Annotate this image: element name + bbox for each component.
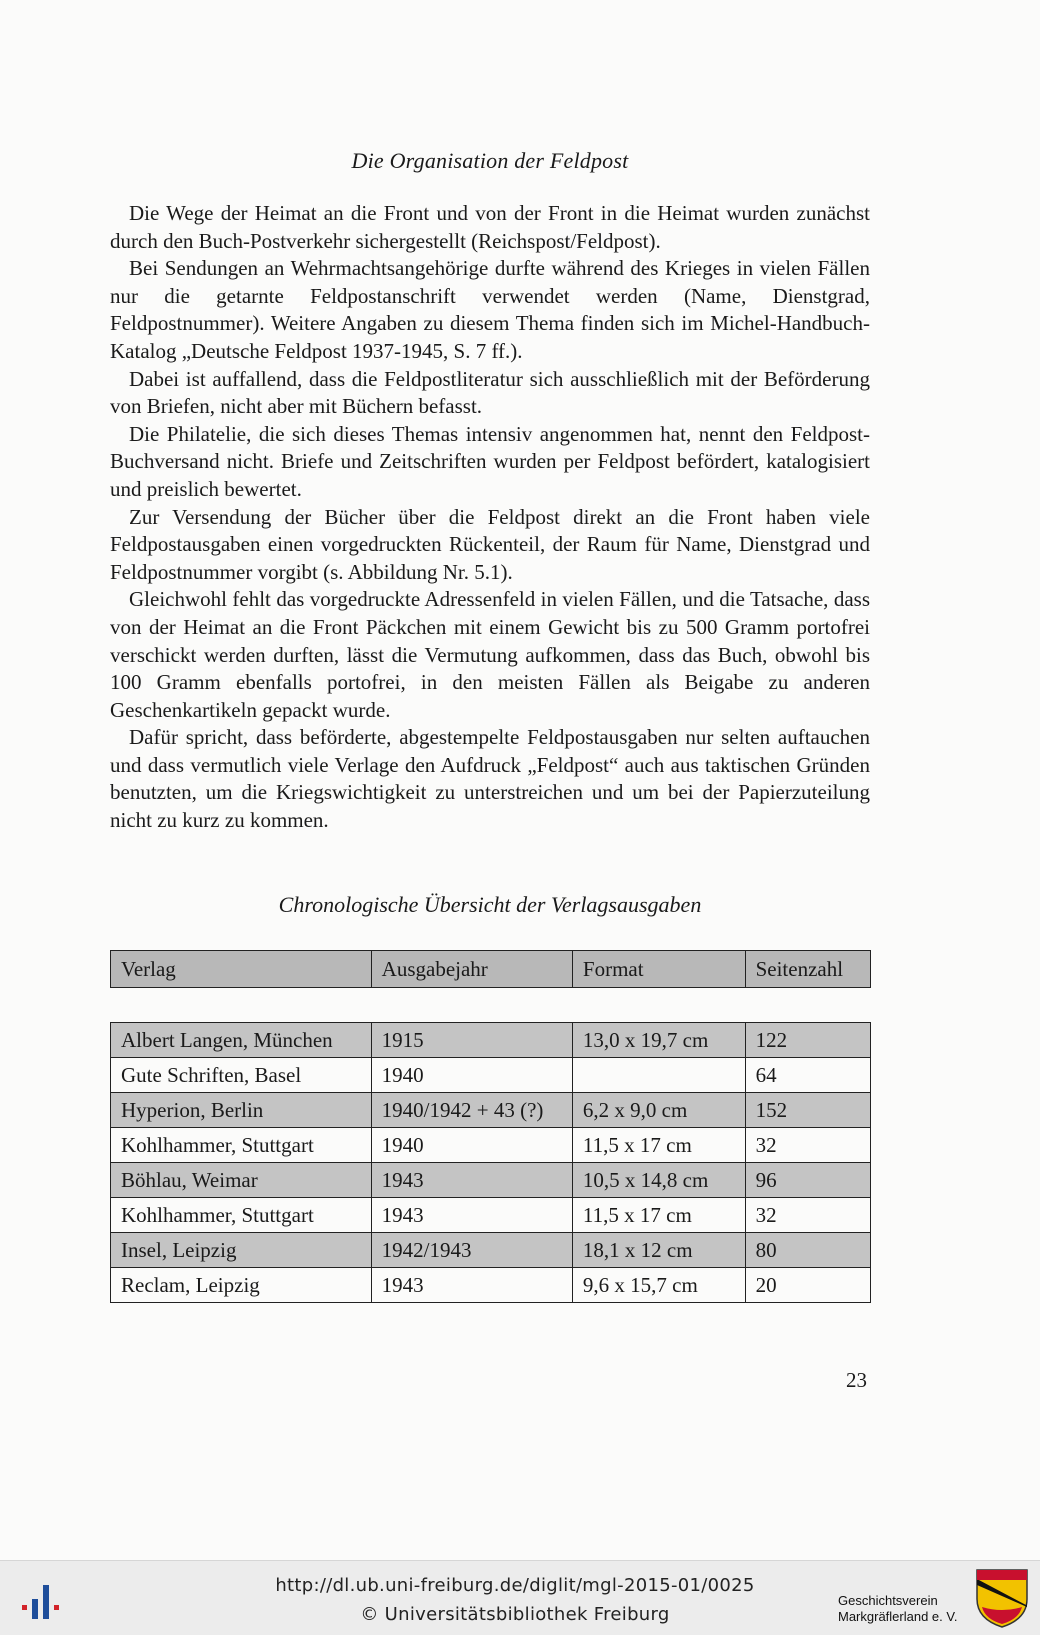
cell-format: 13,0 x 19,7 cm [572,1023,745,1058]
paragraph: Zur Versendung der Bücher über die Feldpost direkt an die Front haben viele Feldpostausgaben einen vorgedruckten Rückenteil, der Raum für Name, Dienstgrad und Feldpostnummer vorgibt (s. Abbildung Nr. 5.1). [110,504,870,584]
cell-format: 10,5 x 14,8 cm [572,1163,745,1198]
table-row [111,1093,871,1128]
table-row [111,1198,871,1233]
society-line1: Geschichtsverein [838,1593,938,1608]
table-title: Chronologische Übersicht der Verlagsausgaben [278,892,702,917]
cell-ausgabejahr: 1940 [371,1128,572,1163]
table-header-row [111,951,871,988]
cell-seitenzahl: 32 [745,1128,870,1163]
cell-seitenzahl: 20 [745,1268,870,1303]
coat-of-arms-icon [974,1567,1030,1629]
cell-ausgabejahr: 1915 [371,1023,572,1058]
table-row [111,1058,871,1093]
cell-verlag: Albert Langen, München [111,1023,372,1058]
paragraph: Gleichwohl fehlt das vorgedruckte Adressenfeld in vielen Fällen, und die Tatsache, dass von der Heimat an die Front Päckchen mit einem Gewicht bis zu 500 Gramm portofrei verschickt werden durften, lässt die Vermutung aufkommen, dass das Buch, obwohl bis 100 Gramm ebenfalls portofrei, in den meisten Fällen als Beigabe zu anderen Geschenkartikeln gepackt wurde. [110,587,870,722]
cell-seitenzahl: 32 [745,1198,870,1233]
page-number: 23 [846,1368,867,1392]
cell-ausgabejahr: 1940 [371,1058,572,1093]
footer-bar [0,1560,1040,1635]
cell-ausgabejahr: 1943 [371,1198,572,1233]
society-line2: Markgräflerland e. V. [838,1609,958,1624]
cell-verlag: Insel, Leipzig [111,1233,372,1268]
cell-seitenzahl: 96 [745,1163,870,1198]
header-ausgabejahr: Ausgabejahr [371,951,572,988]
cell-ausgabejahr: 1943 [371,1268,572,1303]
cell-verlag: Kohlhammer, Stuttgart [111,1198,372,1233]
cell-verlag: Kohlhammer, Stuttgart [111,1128,372,1163]
cell-format: 11,5 x 17 cm [572,1128,745,1163]
table-row [111,1163,871,1198]
cell-verlag: Hyperion, Berlin [111,1093,372,1128]
cell-format: 9,6 x 15,7 cm [572,1268,745,1303]
header-format: Format [572,951,745,988]
copyright-text: © Universitätsbibliothek Freiburg [360,1604,670,1625]
cell-ausgabejahr: 1943 [371,1163,572,1198]
cell-format [572,1058,745,1093]
cell-seitenzahl: 122 [745,1023,870,1058]
cell-seitenzahl: 152 [745,1093,870,1128]
permalink-url[interactable]: http://dl.ub.uni-freiburg.de/diglit/mgl-2015-01/0025 [275,1575,755,1596]
cell-verlag: Gute Schriften, Basel [111,1058,372,1093]
cell-seitenzahl: 64 [745,1058,870,1093]
cell-seitenzahl: 80 [745,1233,870,1268]
cell-verlag: Reclam, Leipzig [111,1268,372,1303]
cell-verlag: Böhlau, Weimar [111,1163,372,1198]
paragraph: Die Wege der Heimat an die Front und von der Front in die Heimat wurden zunächst durch den Buch-Postverkehr sichergestellt (Reichspost/Feldpost). [110,201,870,253]
table-row [111,1023,871,1058]
cell-format: 18,1 x 12 cm [572,1233,745,1268]
cell-format: 11,5 x 17 cm [572,1198,745,1233]
cell-ausgabejahr: 1940/1942 + 43 (?) [371,1093,572,1128]
table-row [111,1128,871,1163]
paragraph: Die Philatelie, die sich dieses Themas intensiv angenommen hat, nennt den Feldpost-Buchversand nicht. Briefe und Zeitschriften wurden per Feldpost befördert, katalogisiert und preislich bewertet. [110,421,870,501]
paragraph: Dabei ist auffallend, dass die Feldpostliteratur sich ausschließlich mit der Beförderung von Briefen, nicht aber mit Büchern befasst. [110,366,870,419]
header-verlag: Verlag [111,951,372,988]
table-row [111,1233,871,1268]
publisher-table [110,950,871,1303]
running-head: Die Organisation der Feldpost [351,148,629,173]
cell-format: 6,2 x 9,0 cm [572,1093,745,1128]
table-body [111,988,871,1303]
cell-ausgabejahr: 1942/1943 [371,1233,572,1268]
society-name [838,1593,957,1625]
paragraph: Bei Sendungen an Wehrmachtsangehörige durfte während des Krieges in vielen Fällen nur die getarnte Feldpostanschrift verwendet werden (Name, Dienstgrad, Feldpostnummer). Weitere Angaben zu diesem Thema finden sich im Michel-Handbuch-Katalog „Deutsche Feldpost 1937-1945, S. 7 ff.). [110,256,870,363]
header-seitenzahl: Seitenzahl [745,951,870,988]
table-row [111,1268,871,1303]
paragraph: Dafür spricht, dass beförderte, abgestempelte Feldpostausgaben nur selten auftauchen und dass vermutlich viele Verlage den Aufdruck „Feldpost“ auch aus taktischen Gründen benutzten, um die Kriegswichtigkeit zu unterstreichen und um bei der Papierzuteilung nicht zu kurz zu kommen. [110,725,870,833]
table-spacer-row [111,988,871,1023]
body-text [110,200,870,835]
